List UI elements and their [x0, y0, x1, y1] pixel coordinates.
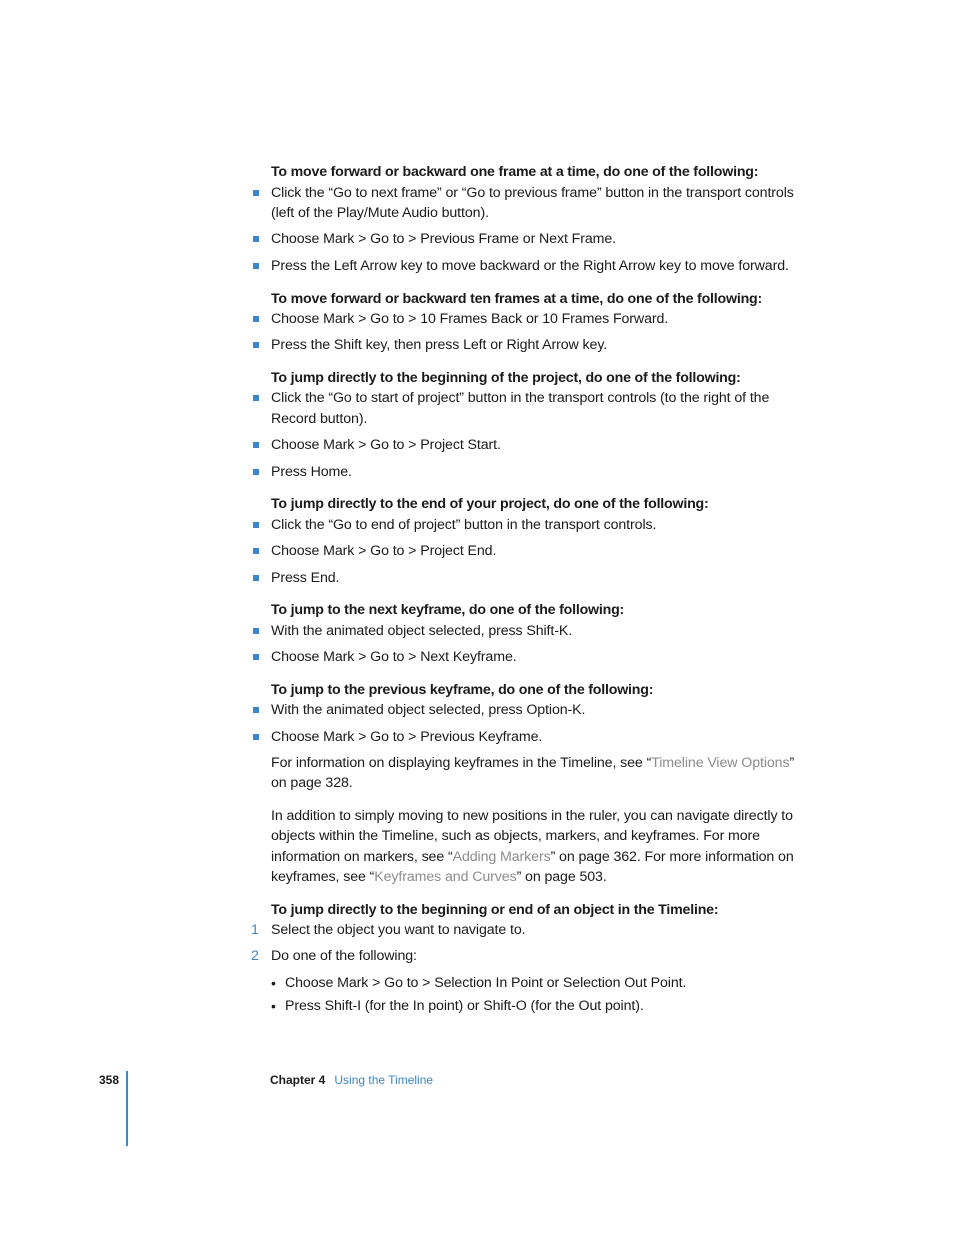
- list-item: Choose Mark > Go to > Next Keyframe.: [271, 649, 517, 665]
- paragraph-line: objects within the Timeline, such as objects, markers, and keyframes. For more: [271, 828, 760, 844]
- paragraph-line: on page 328.: [271, 775, 353, 791]
- sub-bullet-dot: •: [271, 975, 276, 991]
- link-adding-markers[interactable]: Adding Markers: [452, 849, 551, 865]
- bullet-square: [253, 236, 259, 242]
- section-heading: To move forward or backward ten frames at a time, do one of the following:: [271, 291, 763, 307]
- footer-chapter: [270, 1071, 433, 1089]
- sub-list-item: Choose Mark > Go to > Selection In Point or Selection Out Point.: [285, 975, 687, 991]
- bullet-square: [253, 395, 259, 401]
- sub-bullet-dot: •: [271, 998, 276, 1014]
- paragraph-line: [271, 867, 607, 888]
- list-item: Choose Mark > Go to > Previous Frame or Next Frame.: [271, 231, 616, 247]
- section-heading: To jump to the next keyframe, do one of the following:: [271, 602, 625, 618]
- list-item: Click the “Go to end of project” button in the transport controls.: [271, 517, 657, 533]
- sub-list-item: Press Shift-I (for the In point) or Shift-O (for the Out point).: [285, 998, 644, 1014]
- page-number: 358: [99, 1073, 120, 1087]
- list-item-continuation: Record button).: [271, 411, 368, 427]
- list-item-continuation: (left of the Play/Mute Audio button).: [271, 205, 489, 221]
- text-run: ” on page 503.: [516, 869, 607, 885]
- list-item: Press the Left Arrow key to move backward or the Right Arrow key to move forward.: [271, 258, 789, 274]
- chapter-title-link[interactable]: Using the Timeline: [334, 1073, 434, 1087]
- bullet-square: [253, 707, 259, 713]
- bullet-square: [253, 734, 259, 740]
- list-item: Click the “Go to next frame” or “Go to previous frame” button in the transport controls: [271, 185, 794, 201]
- footer-divider: [126, 1071, 128, 1146]
- list-item: With the animated object selected, press Shift-K.: [271, 623, 573, 639]
- step-text: Select the object you want to navigate to.: [271, 922, 526, 938]
- bullet-square: [253, 575, 259, 581]
- list-item: Click the “Go to start of project” button in the transport controls (to the right of the: [271, 390, 770, 406]
- list-item: Press the Shift key, then press Left or Right Arrow key.: [271, 337, 608, 353]
- list-item: Press Home.: [271, 464, 352, 480]
- task-heading: To jump directly to the beginning or end of an object in the Timeline:: [271, 902, 719, 918]
- text-run: ” on page 362. For more information on: [550, 849, 794, 865]
- list-item: Choose Mark > Go to > Previous Keyframe.: [271, 729, 543, 745]
- list-item: Choose Mark > Go to > Project Start.: [271, 437, 501, 453]
- section-heading: To jump directly to the beginning of the project, do one of the following:: [271, 370, 741, 386]
- step-number: 2: [251, 948, 259, 964]
- list-item: Press End.: [271, 570, 340, 586]
- list-item: Choose Mark > Go to > 10 Frames Back or 10 Frames Forward.: [271, 311, 669, 327]
- chapter-label: Chapter 4: [270, 1073, 326, 1087]
- text-run: ”: [789, 755, 795, 771]
- paragraph-line: [271, 753, 794, 774]
- bullet-square: [253, 469, 259, 475]
- bullet-square: [253, 522, 259, 528]
- bullet-square: [253, 654, 259, 660]
- section-heading: To jump to the previous keyframe, do one of the following:: [271, 682, 654, 698]
- bullet-square: [253, 548, 259, 554]
- paragraph-line: [271, 847, 794, 868]
- step-text: Do one of the following:: [271, 948, 417, 964]
- bullet-square: [253, 316, 259, 322]
- bullet-square: [253, 628, 259, 634]
- bullet-square: [253, 442, 259, 448]
- step-number: 1: [251, 922, 259, 938]
- paragraph-line: In addition to simply moving to new positions in the ruler, you can navigate directly to: [271, 808, 793, 824]
- link-timeline-view-options[interactable]: Timeline View Options: [651, 755, 790, 771]
- bullet-square: [253, 342, 259, 348]
- text-run: For information on displaying keyframes in the Timeline, see “: [271, 755, 652, 771]
- section-heading: To jump directly to the end of your project, do one of the following:: [271, 496, 709, 512]
- section-heading: To move forward or backward one frame at a time, do one of the following:: [271, 164, 759, 180]
- bullet-square: [253, 190, 259, 196]
- list-item: With the animated object selected, press Option-K.: [271, 702, 586, 718]
- bullet-square: [253, 263, 259, 269]
- text-run: keyframes, see “: [271, 869, 375, 885]
- list-item: Choose Mark > Go to > Project End.: [271, 543, 497, 559]
- link-keyframes-and-curves[interactable]: Keyframes and Curves: [374, 869, 517, 885]
- text-run: information on markers, see “: [271, 849, 453, 865]
